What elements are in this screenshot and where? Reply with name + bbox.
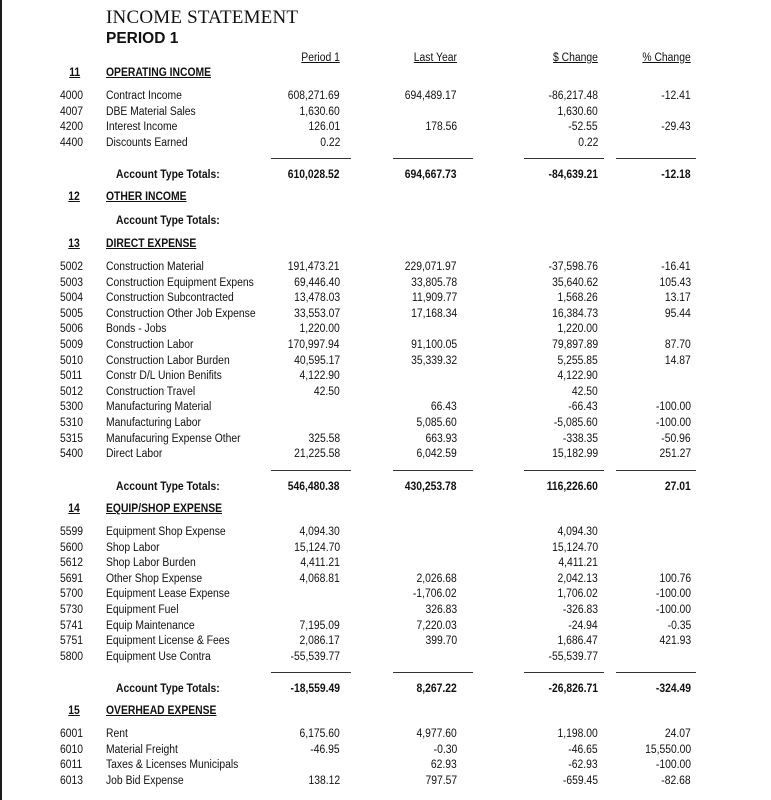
period1-value: 7,195.09 — [299, 620, 340, 632]
last-year-value: 17,168.34 — [410, 308, 457, 320]
dollar-change-value: 15,124.70 — [551, 542, 598, 554]
account-description: Construction Labor Burden — [106, 355, 230, 367]
percent-change-value: -100.00 — [655, 604, 691, 616]
dollar-change-value: -86,217.48 — [548, 90, 598, 102]
dollar-change-value: -326.83 — [562, 604, 598, 616]
total-period1: -18,559.49 — [290, 683, 340, 695]
page-border — [0, 0, 2, 800]
percent-change-value: -100.00 — [655, 401, 691, 413]
total-dollar-change: -26,826.71 — [548, 683, 598, 695]
last-year-value: 229,071.97 — [405, 261, 457, 273]
dollar-change-value: 4,411.21 — [558, 557, 598, 569]
account-description: Equipment Fuel — [106, 604, 179, 616]
percent-change-value: -12.41 — [661, 90, 691, 102]
dollar-change-value: 42.50 — [572, 386, 598, 398]
account-description: Equipment Lease Expense — [106, 588, 230, 600]
account-description: Manufacuring Expense Other — [106, 433, 241, 445]
total-percent-change: -12.18 — [661, 169, 691, 181]
period1-value: 170,997.94 — [288, 339, 340, 351]
dollar-change-value: -338.35 — [562, 433, 598, 445]
last-year-value: 91,100.05 — [410, 339, 457, 351]
account-number: 5600 — [60, 542, 84, 554]
dollar-change-value: 35,640.62 — [551, 277, 598, 289]
account-number: 5599 — [60, 526, 84, 538]
column-header-last-year: Last Year — [413, 52, 457, 64]
period1-value: -46.95 — [310, 744, 340, 756]
last-year-value: 797.57 — [425, 775, 457, 787]
percent-change-value: 421.93 — [659, 635, 691, 647]
dollar-change-value: 1,706.02 — [557, 588, 598, 600]
account-number: 5010 — [60, 355, 84, 367]
last-year-value: 2,026.68 — [416, 573, 457, 585]
total-dollar-change: 116,226.60 — [546, 481, 598, 493]
dollar-change-value: 4,122.90 — [557, 370, 598, 382]
column-header-percent-change: % Change — [642, 52, 691, 64]
totals-rule — [271, 672, 351, 673]
percent-change-value: -82.68 — [661, 775, 691, 787]
account-number: 5004 — [60, 292, 84, 304]
account-number: 5310 — [60, 417, 84, 429]
account-description: Constr D/L Union Benifits — [106, 370, 222, 382]
dollar-change-value: -55,539.77 — [548, 651, 598, 663]
totals-rule — [271, 470, 351, 471]
period1-value: 40,595.17 — [293, 355, 340, 367]
dollar-change-value: -5,085.60 — [554, 417, 598, 429]
period1-value: 1,630.60 — [299, 106, 340, 118]
account-description: Construction Material — [106, 261, 204, 273]
percent-change-value: 15,550.00 — [644, 744, 691, 756]
period-label: PERIOD 1 — [106, 30, 179, 47]
last-year-value: 694,489.17 — [405, 90, 457, 102]
section-name: DIRECT EXPENSE — [106, 238, 197, 250]
account-description: Discounts Earned — [106, 137, 188, 149]
totals-rule — [616, 158, 696, 159]
last-year-value: 11,909.77 — [411, 292, 457, 304]
period1-value: 6,175.60 — [299, 728, 340, 740]
percent-change-value: 24.07 — [665, 728, 691, 740]
last-year-value: 66.43 — [431, 401, 457, 413]
percent-change-value: -16.41 — [661, 261, 691, 273]
account-description: Construction Travel — [106, 386, 196, 398]
account-type-totals-label: Account Type Totals: — [116, 215, 220, 227]
column-header-dollar-change: $ Change — [553, 52, 598, 64]
totals-rule — [393, 470, 473, 471]
percent-change-value: -100.00 — [655, 588, 691, 600]
account-number: 5005 — [60, 308, 84, 320]
account-number: 5751 — [60, 635, 84, 647]
section-code: 14 — [68, 503, 80, 515]
last-year-value: -0.30 — [433, 744, 457, 756]
account-description: Interest Income — [106, 121, 178, 133]
percent-change-value: -50.96 — [661, 433, 691, 445]
account-description: Shop Labor Burden — [106, 557, 196, 569]
percent-change-value: 87.70 — [665, 339, 691, 351]
total-last-year: 8,267.22 — [416, 683, 457, 695]
period1-value: 2,086.17 — [299, 635, 340, 647]
totals-rule — [524, 158, 604, 159]
account-description: Construction Equipment Expens — [106, 277, 254, 289]
dollar-change-value: -659.45 — [562, 775, 598, 787]
total-last-year: 430,253.78 — [405, 481, 457, 493]
period1-value: 0.22 — [319, 137, 340, 149]
dollar-change-value: 16,384.73 — [551, 308, 598, 320]
account-description: Equipment Shop Expense — [106, 526, 226, 538]
period1-value: -55,539.77 — [290, 651, 340, 663]
account-number: 5009 — [60, 339, 84, 351]
dollar-change-value: 1,568.26 — [557, 292, 598, 304]
period1-value: 126.01 — [308, 121, 340, 133]
percent-change-value: 13.17 — [665, 292, 691, 304]
last-year-value: 178.56 — [425, 121, 457, 133]
total-period1: 546,480.38 — [288, 481, 340, 493]
period1-value: 138.12 — [308, 775, 340, 787]
account-description: Taxes & Licenses Municipals — [106, 759, 239, 771]
account-description: Contract Income — [106, 90, 182, 102]
period1-value: 33,553.07 — [293, 308, 340, 320]
section-name: OVERHEAD EXPENSE — [106, 705, 217, 717]
account-number: 5400 — [60, 448, 84, 460]
account-number: 4200 — [60, 121, 84, 133]
period1-value: 608,271.69 — [288, 90, 340, 102]
account-number: 5002 — [60, 261, 84, 273]
account-description: Construction Subcontracted — [106, 292, 234, 304]
account-number: 5012 — [60, 386, 84, 398]
percent-change-value: 95.44 — [665, 308, 691, 320]
period1-value: 13,478.03 — [293, 292, 340, 304]
section-code: 15 — [68, 705, 80, 717]
total-dollar-change: -84,639.21 — [548, 169, 598, 181]
column-header-period1: Period 1 — [301, 52, 340, 64]
account-description: Direct Labor — [106, 448, 163, 460]
percent-change-value: 105.43 — [659, 277, 691, 289]
dollar-change-value: 1,630.60 — [557, 106, 598, 118]
dollar-change-value: 15,182.99 — [551, 448, 598, 460]
dollar-change-value: 1,686.47 — [557, 635, 598, 647]
dollar-change-value: -66.43 — [568, 401, 598, 413]
account-description: Bonds - Jobs — [106, 323, 167, 335]
account-number: 6011 — [60, 759, 83, 771]
account-number: 6010 — [60, 744, 84, 756]
dollar-change-value: 1,198.00 — [557, 728, 598, 740]
percent-change-value: -0.35 — [667, 620, 691, 632]
section-name: EQUIP/SHOP EXPENSE — [106, 503, 223, 515]
totals-rule — [524, 672, 604, 673]
period1-value: 4,411.21 — [300, 557, 340, 569]
account-number: 4400 — [60, 137, 84, 149]
account-number: 4007 — [60, 106, 84, 118]
last-year-value: 6,042.59 — [416, 448, 457, 460]
dollar-change-value: 5,255.85 — [557, 355, 598, 367]
account-type-totals-label: Account Type Totals: — [116, 481, 220, 493]
account-description: Equip Maintenance — [106, 620, 195, 632]
dollar-change-value: 2,042.13 — [557, 573, 598, 585]
percent-change-value: 251.27 — [659, 448, 691, 460]
totals-rule — [393, 672, 473, 673]
period1-value: 4,122.90 — [299, 370, 340, 382]
percent-change-value: -29.43 — [661, 121, 691, 133]
last-year-value: 4,977.60 — [416, 728, 457, 740]
total-percent-change: -324.49 — [655, 683, 691, 695]
last-year-value: 7,220.03 — [416, 620, 457, 632]
account-number: 5006 — [60, 323, 84, 335]
total-percent-change: 27.01 — [665, 481, 691, 493]
last-year-value: -1,706.02 — [413, 588, 457, 600]
last-year-value: 326.83 — [425, 604, 457, 616]
last-year-value: 663.93 — [425, 433, 457, 445]
account-number: 5003 — [60, 277, 84, 289]
account-number: 6001 — [60, 728, 84, 740]
report-title: INCOME STATEMENT — [106, 7, 299, 28]
total-period1: 610,028.52 — [288, 169, 340, 181]
account-description: Shop Labor — [106, 542, 160, 554]
section-code: 12 — [68, 191, 80, 203]
account-number: 5315 — [60, 433, 84, 445]
account-number: 6013 — [60, 775, 84, 787]
section-code: 13 — [68, 238, 80, 250]
account-description: Equipment Use Contra — [106, 651, 211, 663]
percent-change-value: -100.00 — [655, 417, 691, 429]
account-description: Other Shop Expense — [106, 573, 203, 585]
account-description: Rent — [106, 728, 128, 740]
percent-change-value: 100.76 — [659, 573, 691, 585]
last-year-value: 33,805.78 — [410, 277, 457, 289]
period1-value: 15,124.70 — [293, 542, 340, 554]
section-name: OTHER INCOME — [106, 191, 187, 203]
account-description: DBE Material Sales — [106, 106, 196, 118]
dollar-change-value: 1,220.00 — [557, 323, 598, 335]
totals-rule — [616, 470, 696, 471]
dollar-change-value: 0.22 — [577, 137, 598, 149]
account-number: 4000 — [60, 90, 84, 102]
account-description: Material Freight — [106, 744, 178, 756]
percent-change-value: 14.87 — [665, 355, 691, 367]
account-number: 5700 — [60, 588, 84, 600]
last-year-value: 5,085.60 — [416, 417, 457, 429]
dollar-change-value: -62.93 — [568, 759, 598, 771]
totals-rule — [393, 158, 473, 159]
dollar-change-value: -52.55 — [568, 121, 598, 133]
totals-rule — [271, 158, 351, 159]
period1-value: 325.58 — [308, 433, 340, 445]
account-description: Construction Labor — [106, 339, 194, 351]
account-number: 5800 — [60, 651, 84, 663]
account-description: Manufacturing Labor — [106, 417, 201, 429]
dollar-change-value: -24.94 — [568, 620, 598, 632]
section-code: 11 — [69, 67, 80, 79]
last-year-value: 62.93 — [431, 759, 457, 771]
dollar-change-value: 4,094.30 — [557, 526, 598, 538]
totals-rule — [524, 470, 604, 471]
dollar-change-value: -46.65 — [568, 744, 598, 756]
totals-rule — [616, 672, 696, 673]
account-number: 5691 — [60, 573, 84, 585]
period1-value: 4,094.30 — [299, 526, 340, 538]
dollar-change-value: -37,598.76 — [548, 261, 598, 273]
account-number: 5300 — [60, 401, 84, 413]
account-description: Manufacturing Material — [106, 401, 212, 413]
account-number: 5730 — [60, 604, 84, 616]
account-type-totals-label: Account Type Totals: — [116, 169, 220, 181]
period1-value: 21,225.58 — [293, 448, 340, 460]
period1-value: 69,446.40 — [293, 277, 340, 289]
last-year-value: 35,339.32 — [410, 355, 457, 367]
account-description: Job Bid Expense — [106, 775, 184, 787]
total-last-year: 694,667.73 — [405, 169, 457, 181]
period1-value: 191,473.21 — [288, 261, 340, 273]
period1-value: 4,068.81 — [299, 573, 340, 585]
account-number: 5011 — [60, 370, 83, 382]
account-type-totals-label: Account Type Totals: — [116, 683, 220, 695]
section-name: OPERATING INCOME — [106, 67, 212, 79]
period1-value: 1,220.00 — [299, 323, 340, 335]
account-number: 5741 — [60, 620, 84, 632]
account-number: 5612 — [60, 557, 84, 569]
last-year-value: 399.70 — [425, 635, 457, 647]
account-description: Equipment License & Fees — [106, 635, 230, 647]
dollar-change-value: 79,897.89 — [551, 339, 598, 351]
percent-change-value: -100.00 — [655, 759, 691, 771]
account-description: Construction Other Job Expense — [106, 308, 256, 320]
period1-value: 42.50 — [314, 386, 340, 398]
